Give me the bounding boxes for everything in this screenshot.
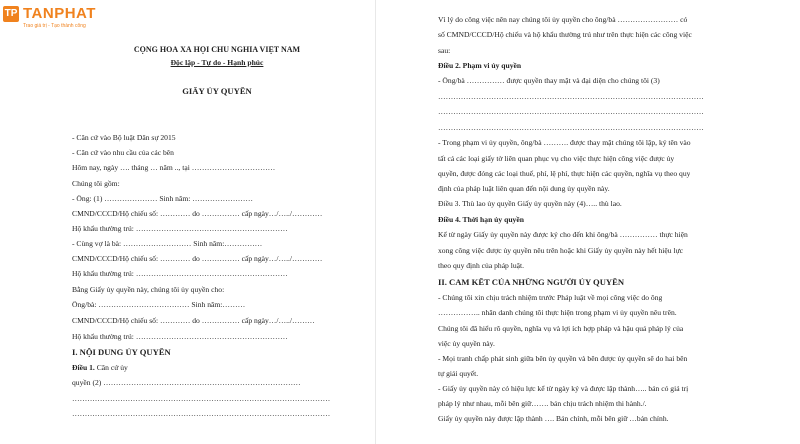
left-line-10: Bằng Giấy ủy quyền này, chúng tôi ủy quyền cho: [72, 286, 225, 294]
document-title: GIẤY ỦY QUYỀN [182, 87, 252, 96]
article-1-label: Điều 1. [72, 364, 95, 372]
right-line-1: số CMND/CCCD/Hộ chiếu và hộ khẩu thường trú như trên thực hiện các công việc [438, 31, 692, 39]
a2-line-7: định của pháp luật liên quan đến nội dung ủy quyền này. [438, 185, 610, 193]
left-line-11: Ông/bà: ……………………………… Sinh năm:……… [72, 301, 246, 309]
left-line-12: CMND/CCCD/Hộ chiếu số: ………… do …………… cấp ngày…/…../……… [72, 317, 315, 325]
left-line-8: CMND/CCCD/Hộ chiếu số: ………… do …………… cấp ngày…/…../………… [72, 255, 323, 263]
s2-line-5: tự giải quyết. [438, 370, 479, 378]
left-line-7: - Cùng vợ là bà: ……………………… Sinh năm:…………… [72, 240, 263, 248]
s2-line-6: - Giấy ủy quyền này có hiệu lực kể từ ngày ký và được lập thành….. bản có giá trị [438, 385, 689, 393]
article-1-cont: quyền (2) …………………………………………………………………… [72, 379, 301, 387]
a4-line-1: xong công việc được ủy quyền nêu trên hoặc khi Giấy ủy quyền này hết hiệu lực [438, 247, 684, 255]
right-line-2: sau: [438, 47, 451, 55]
a2-line-4: - Trong phạm vi ủy quyền, ông/bà ………. được thay mặt chúng tôi lập, ký tên vào [438, 139, 691, 147]
left-line-3: Chúng tôi gồm: [72, 180, 120, 188]
s2-line-8: Giấy ủy quyền này được lập thành …. Bản chính, mỗi bên giữ …bản chính. [438, 415, 669, 423]
brand-tagline: Trao giá trị - Tạo thành công [23, 23, 86, 29]
a2-line-6: quyền, được đóng các loại thuế, phí, lệ phí, thực hiện các quyền, nghĩa vụ theo quy [438, 170, 691, 178]
left-line-6: Hộ khẩu thường trú: …………………………………………………… [72, 225, 288, 233]
section-2-heading: II. CAM KẾT CỦA NHỮNG NGƯỜI ỦY QUYỀN [438, 278, 625, 287]
article-1-text: Căn cứ ủy [96, 364, 128, 372]
a2-line-5: tất cả các loại giấy tờ liên quan phục vụ cho việc thực hiện công việc được ủy [438, 155, 675, 163]
s2-line-3: việc ủy quyền này. [438, 340, 495, 348]
a2-line-3: …………………………………………………………………………………………… [438, 124, 704, 132]
left-line-1: - Căn cứ vào nhu cầu của các bên [72, 149, 174, 157]
article-2-heading: Điều 2. Phạm vi ủy quyền [438, 62, 522, 70]
article-4-heading: Điều 4. Thời hạn ủy quyền [438, 216, 524, 224]
left-line-13: Hộ khẩu thường trú: …………………………………………………… [72, 333, 288, 341]
logo-mark-icon: TP [3, 6, 19, 22]
left-line-0: - Căn cứ vào Bộ luật Dân sự 2015 [72, 134, 176, 142]
article-1 [72, 364, 128, 372]
s2-line-4: - Mọi tranh chấp phát sinh giữa bên ủy quyền và bên được ủy quyền sẽ do hai bên [438, 355, 688, 363]
a2-line-2: …………………………………………………………………………………………… [438, 108, 704, 116]
s2-line-0: - Chúng tôi xin chịu trách nhiệm trước Pháp luật về mọi công việc do ông [438, 294, 663, 302]
right-line-0: Vì lý do công việc nên nay chúng tôi ủy quyền cho ông/bà …………………… có [438, 16, 688, 24]
brand-name: TANPHAT [23, 5, 96, 22]
left-line-5: CMND/CCCD/Hộ chiếu số: ………… do …………… cấp ngày…/…../………… [72, 210, 323, 218]
left-line-9: Hộ khẩu thường trú: …………………………………………………… [72, 270, 288, 278]
section-1-heading: I. NỘI DUNG ỦY QUYỀN [72, 348, 171, 357]
s2-line-1: …………….. nhân danh chúng tôi thực hiện trong phạm vi ủy quyền nêu trên. [438, 309, 677, 317]
republic-header: CỘNG HOÀ XÃ HỘI CHỦ NGHĨA VIỆT NAM [133, 46, 301, 54]
s2-line-7: pháp lý như nhau, mỗi bên giữ……. bản chịu trách nhiệm thi hành./. [438, 400, 647, 408]
s2-line-2: Chúng tôi đã hiểu rõ quyền, nghĩa vụ và lợi ích hợp pháp và hậu quả pháp lý của [438, 325, 684, 333]
dotted-line-2: ………………………………………………………………………………………… [72, 410, 331, 418]
a4-line-0: Kể từ ngày Giấy ủy quyền này được ký cho đến khi ông/bà …………… thực hiện [438, 231, 688, 239]
left-line-4: - Ông: (1) ………………… Sinh năm: …………………… [72, 195, 253, 203]
page-divider [375, 0, 376, 444]
left-line-2: Hôm nay, ngày …. tháng … năm .., tại …………………………… [72, 164, 276, 172]
a4-line-2: theo quy định của pháp luật. [438, 262, 525, 270]
brand-logo [3, 4, 143, 34]
dotted-line-1: ………………………………………………………………………………………… [72, 395, 331, 403]
motto: Độc lập - Tự do - Hạnh phúc [170, 59, 264, 67]
a2-line-1: …………………………………………………………………………………………… [438, 93, 704, 101]
a2-line-0: - Ông/bà …………… được quyền thay mặt và đại diện cho chúng tôi (3) [438, 77, 660, 85]
article-3: Điều 3. Thù lao ủy quyền Giấy ủy quyền này (4)….. thù lao. [438, 200, 622, 208]
